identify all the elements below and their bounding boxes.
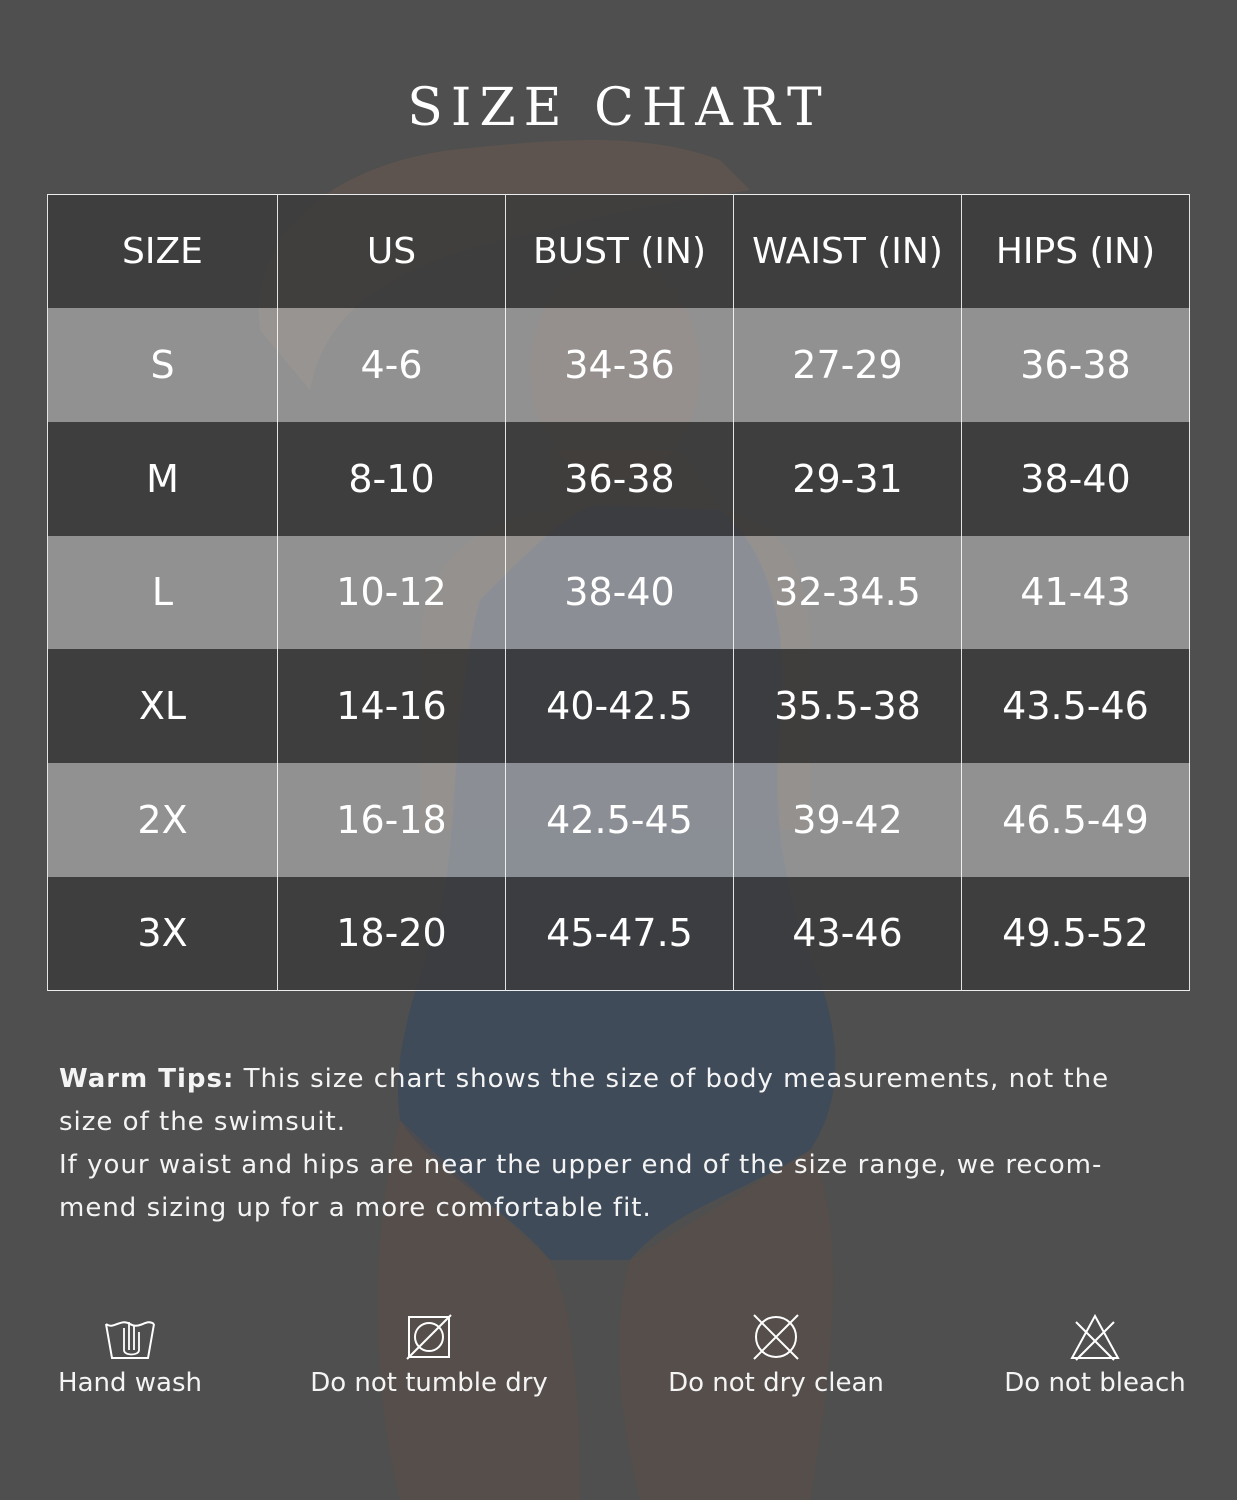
cell-waist: 27-29 xyxy=(734,308,962,422)
cell-hips: 36-38 xyxy=(962,308,1190,422)
cell-waist: 43-46 xyxy=(734,877,962,991)
cell-bust: 34-36 xyxy=(506,308,734,422)
header-bust: BUST (IN) xyxy=(506,195,734,309)
cell-hips: 41-43 xyxy=(962,536,1190,650)
care-no-dry-clean xyxy=(662,1312,890,1398)
cell-size: 2X xyxy=(48,763,278,877)
no-tumble-dry-icon xyxy=(404,1312,454,1362)
cell-waist: 39-42 xyxy=(734,763,962,877)
tips-line-2: If your waist and hips are near the upper end of the size range, we recom-mend sizing up for a more comfortable fit. xyxy=(59,1150,1103,1223)
care-hand-wash xyxy=(55,1312,205,1398)
header-hips: HIPS (IN) xyxy=(962,195,1190,309)
cell-waist: 29-31 xyxy=(734,422,962,536)
table-header-row xyxy=(48,195,1190,309)
cell-hips: 49.5-52 xyxy=(962,877,1190,991)
cell-us: 10-12 xyxy=(278,536,506,650)
table-row xyxy=(48,422,1190,536)
page-title: SIZE CHART xyxy=(407,78,830,138)
table-row xyxy=(48,763,1190,877)
cell-size: M xyxy=(48,422,278,536)
cell-us: 18-20 xyxy=(278,877,506,991)
cell-us: 14-16 xyxy=(278,649,506,763)
table-row xyxy=(48,308,1190,422)
care-label: Do not dry clean xyxy=(668,1368,884,1398)
size-chart-table xyxy=(47,194,1190,991)
table-row xyxy=(48,649,1190,763)
care-no-tumble-dry xyxy=(305,1312,553,1398)
cell-waist: 35.5-38 xyxy=(734,649,962,763)
cell-size: S xyxy=(48,308,278,422)
hand-wash-icon xyxy=(102,1312,158,1362)
no-bleach-icon xyxy=(1068,1312,1122,1362)
cell-bust: 40-42.5 xyxy=(506,649,734,763)
cell-hips: 38-40 xyxy=(962,422,1190,536)
cell-hips: 46.5-49 xyxy=(962,763,1190,877)
cell-size: XL xyxy=(48,649,278,763)
cell-waist: 32-34.5 xyxy=(734,536,962,650)
care-label: Do not tumble dry xyxy=(310,1368,548,1398)
cell-us: 4-6 xyxy=(278,308,506,422)
tips-text-1: This size chart shows the size of body measurements, not the size of the swimsuit. xyxy=(59,1064,1110,1137)
no-dry-clean-icon xyxy=(749,1312,803,1362)
header-waist: WAIST (IN) xyxy=(734,195,962,309)
table-row xyxy=(48,536,1190,650)
cell-us: 8-10 xyxy=(278,422,506,536)
header-size: SIZE xyxy=(48,195,278,309)
cell-bust: 38-40 xyxy=(506,536,734,650)
tips-label: Warm Tips: xyxy=(59,1064,235,1094)
care-no-bleach xyxy=(998,1312,1192,1398)
cell-bust: 45-47.5 xyxy=(506,877,734,991)
care-label: Do not bleach xyxy=(1004,1368,1186,1398)
cell-hips: 43.5-46 xyxy=(962,649,1190,763)
tips-line-1 xyxy=(59,1058,1169,1144)
cell-size: L xyxy=(48,536,278,650)
cell-bust: 36-38 xyxy=(506,422,734,536)
care-label: Hand wash xyxy=(58,1368,202,1398)
table-row xyxy=(48,877,1190,991)
cell-bust: 42.5-45 xyxy=(506,763,734,877)
warm-tips xyxy=(59,1058,1169,1230)
cell-size: 3X xyxy=(48,877,278,991)
cell-us: 16-18 xyxy=(278,763,506,877)
header-us: US xyxy=(278,195,506,309)
